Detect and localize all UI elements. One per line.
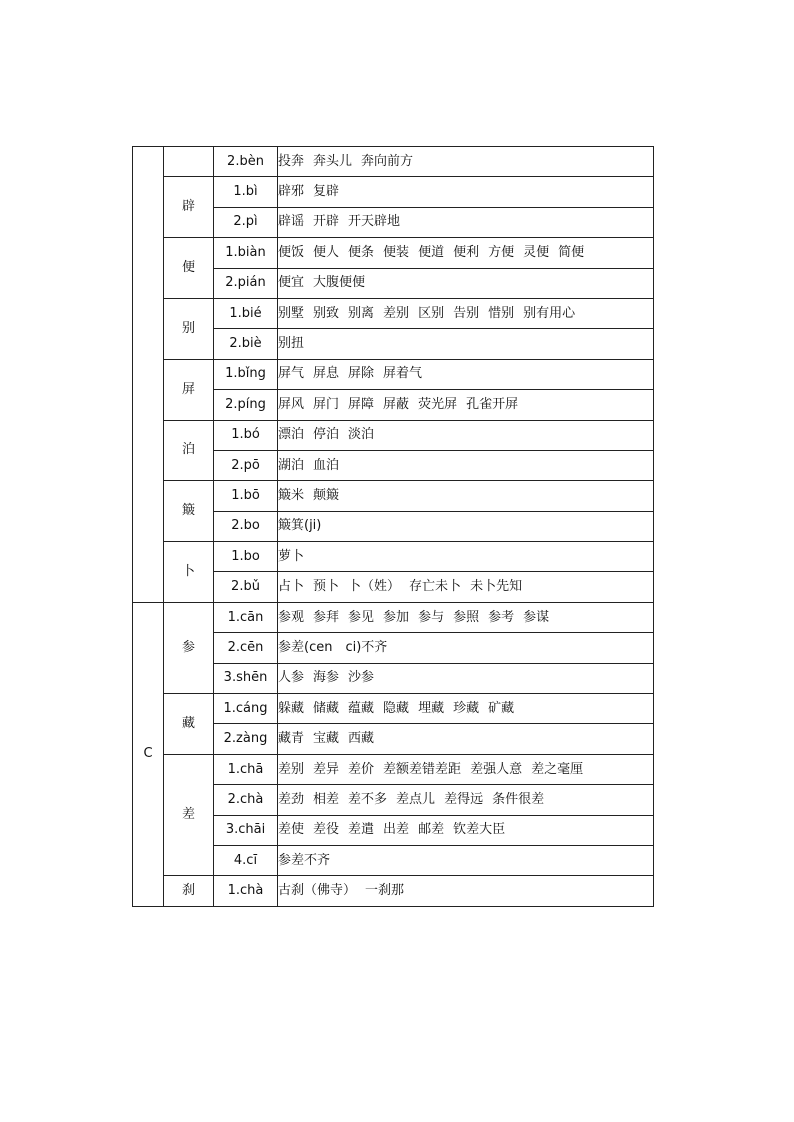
example-word: 便道 [418,244,445,260]
pinyin-cell: 1.cān [214,602,278,632]
example-words-cell [278,238,654,268]
example-word: 差得远 [444,791,484,807]
example-word: 差之毫厘 [531,761,584,777]
example-word: 差价 [348,761,375,777]
example-word: 别扭 [278,336,305,352]
pinyin-cell: 1.bié [214,298,278,328]
example-word: 储藏 [313,700,340,716]
pinyin-cell: 2.pō [214,450,278,480]
example-words-cell [278,481,654,511]
example-words-cell [278,815,654,845]
example-word: 漂泊 [278,427,305,443]
table-row [133,298,654,328]
example-words-cell [278,845,654,875]
example-words-cell [278,724,654,754]
example-word: 屏门 [313,396,340,412]
example-word: 便人 [313,244,340,260]
example-word: 惜别 [488,305,515,321]
character-cell: 簸 [164,481,214,542]
example-words-cell [278,663,654,693]
example-word: 参谋 [523,609,550,625]
example-word: 差役 [313,822,340,838]
example-word: 海参 [313,670,340,686]
example-words-cell [278,694,654,724]
example-word: 隐藏 [383,700,410,716]
pinyin-cell: 2.bèn [214,147,278,177]
example-word: 便宜 [278,275,305,291]
example-word: 屏除 [348,366,375,382]
example-word: 复辟 [313,184,340,200]
example-word: 停泊 [313,427,340,443]
example-words-cell [278,147,654,177]
example-words-cell [278,511,654,541]
example-word: 差别 [383,305,410,321]
example-word: 差别 [278,761,305,777]
example-word: 宝藏 [313,731,340,747]
character-cell: 别 [164,298,214,359]
example-word: 条件很差 [492,791,545,807]
example-word: 未卜先知 [470,579,523,595]
table-row [133,542,654,572]
example-word: 沙参 [348,670,375,686]
example-word: 血泊 [313,457,340,473]
example-word: 差额差错差距 [383,761,462,777]
pinyin-cell: 2.zàng [214,724,278,754]
example-word: 屏着气 [383,366,423,382]
example-word: 存亡未卜 [409,579,462,595]
example-word: 参照 [453,609,480,625]
example-word: 差点儿 [396,791,436,807]
example-word: 相差 [313,791,340,807]
example-word: 奔向前方 [361,153,414,169]
example-word: 参与 [418,609,445,625]
table-row [133,481,654,511]
example-word: 钦差大臣 [453,822,506,838]
example-word: 差强人意 [470,761,523,777]
example-words-cell [278,177,654,207]
example-words-cell [278,785,654,815]
example-words-cell [278,359,654,389]
example-word: 参观 [278,609,305,625]
example-word: 古刹（佛寺） [278,883,357,899]
example-word: 珍藏 [453,700,480,716]
pinyin-cell: 1.bō [214,481,278,511]
example-words-cell [278,268,654,298]
example-words-cell [278,329,654,359]
example-word: 辟邪 [278,184,305,200]
example-word: 区别 [418,305,445,321]
example-word: 躲藏 [278,700,305,716]
example-word: 屏蔽 [383,396,410,412]
pinyin-cell: 1.bó [214,420,278,450]
example-word: 别致 [313,305,340,321]
pinyin-cell: 1.cáng [214,694,278,724]
pinyin-cell: 1.chà [214,876,278,906]
example-word: 奔头儿 [313,153,353,169]
pinyin-cell: 2.pián [214,268,278,298]
character-cell: 便 [164,238,214,299]
table-row [133,694,654,724]
example-words-cell [278,207,654,237]
polyphonic-character-table [132,146,654,907]
example-word: 簸箕(ji) [278,518,322,534]
character-cell: 差 [164,754,214,876]
pinyin-cell: 3.chāi [214,815,278,845]
example-word: 参加 [383,609,410,625]
pinyin-cell: 1.chā [214,754,278,784]
example-word: 邮差 [418,822,445,838]
pinyin-cell: 4.cī [214,845,278,875]
example-words-cell [278,450,654,480]
pinyin-cell: 1.bǐng [214,359,278,389]
example-word: 西藏 [348,731,375,747]
pinyin-cell: 2.cēn [214,633,278,663]
character-cell: 辟 [164,177,214,238]
example-word: 便利 [453,244,480,260]
pinyin-cell: 2.bo [214,511,278,541]
table-row [133,876,654,906]
example-word: 卜（姓） [348,579,401,595]
character-cell: 泊 [164,420,214,481]
pinyin-cell: 2.píng [214,390,278,420]
example-word: 湖泊 [278,457,305,473]
example-word: 屏息 [313,366,340,382]
example-words-cell [278,542,654,572]
character-cell [164,147,214,177]
character-cell: 藏 [164,694,214,755]
character-cell: 卜 [164,542,214,603]
example-word: 蕴藏 [348,700,375,716]
example-word: 出差 [383,822,410,838]
table-row [133,238,654,268]
initial-letter-cell [133,147,164,603]
example-word: 预卜 [313,579,340,595]
example-word: 簸米 [278,487,305,503]
example-word: 矿藏 [488,700,515,716]
example-word: 一刹那 [365,883,405,899]
example-word: 灵便 [523,244,550,260]
example-word: 参考 [488,609,515,625]
character-cell: 屏 [164,359,214,420]
table-row [133,177,654,207]
example-words-cell [278,754,654,784]
character-cell: 参 [164,602,214,693]
table-row [133,147,654,177]
table-body [133,147,654,907]
example-word: 差遣 [348,822,375,838]
table-row [133,754,654,784]
example-word: 投奔 [278,153,305,169]
example-word: 别有用心 [523,305,576,321]
table-row [133,420,654,450]
example-word: 屏气 [278,366,305,382]
example-word: 藏青 [278,731,305,747]
example-words-cell [278,602,654,632]
table-row [133,359,654,389]
example-words-cell [278,876,654,906]
example-word: 屏障 [348,396,375,412]
example-word: 孔雀开屏 [466,396,519,412]
example-words-cell [278,633,654,663]
example-word: 参拜 [313,609,340,625]
example-word: 别墅 [278,305,305,321]
table-row [133,602,654,632]
example-word: 差劲 [278,791,305,807]
example-word: 差不多 [348,791,388,807]
pinyin-cell: 2.pì [214,207,278,237]
example-word: 差使 [278,822,305,838]
example-word: 便饭 [278,244,305,260]
example-word: 人参 [278,670,305,686]
example-words-cell [278,572,654,602]
example-word: 便装 [383,244,410,260]
example-word: 占卜 [278,579,305,595]
initial-letter-cell: C [133,602,164,906]
example-word: 荧光屏 [418,396,458,412]
example-word: 屏风 [278,396,305,412]
example-word: 埋藏 [418,700,445,716]
example-word: 淡泊 [348,427,375,443]
example-word: 参差不齐 [278,852,331,868]
example-word: 差异 [313,761,340,777]
pinyin-cell: 1.bì [214,177,278,207]
example-word: 辟谣 [278,214,305,230]
example-word: 别离 [348,305,375,321]
example-word: 开辟 [313,214,340,230]
example-word: 告别 [453,305,480,321]
pinyin-cell: 2.chà [214,785,278,815]
example-word: 参见 [348,609,375,625]
pinyin-cell: 1.bo [214,542,278,572]
pinyin-cell: 1.biàn [214,238,278,268]
example-word: 大腹便便 [313,275,366,291]
example-word: 方便 [488,244,515,260]
pinyin-cell: 3.shēn [214,663,278,693]
example-word: 萝卜 [278,548,305,564]
example-words-cell [278,298,654,328]
example-word: 颠簸 [313,487,340,503]
example-word: 简便 [558,244,585,260]
pinyin-cell: 2.bǔ [214,572,278,602]
example-word: 参差(cen ci)不齐 [278,639,388,655]
example-words-cell [278,420,654,450]
example-word: 便条 [348,244,375,260]
example-words-cell [278,390,654,420]
character-cell: 刹 [164,876,214,906]
pinyin-cell: 2.biè [214,329,278,359]
example-word: 开天辟地 [348,214,401,230]
